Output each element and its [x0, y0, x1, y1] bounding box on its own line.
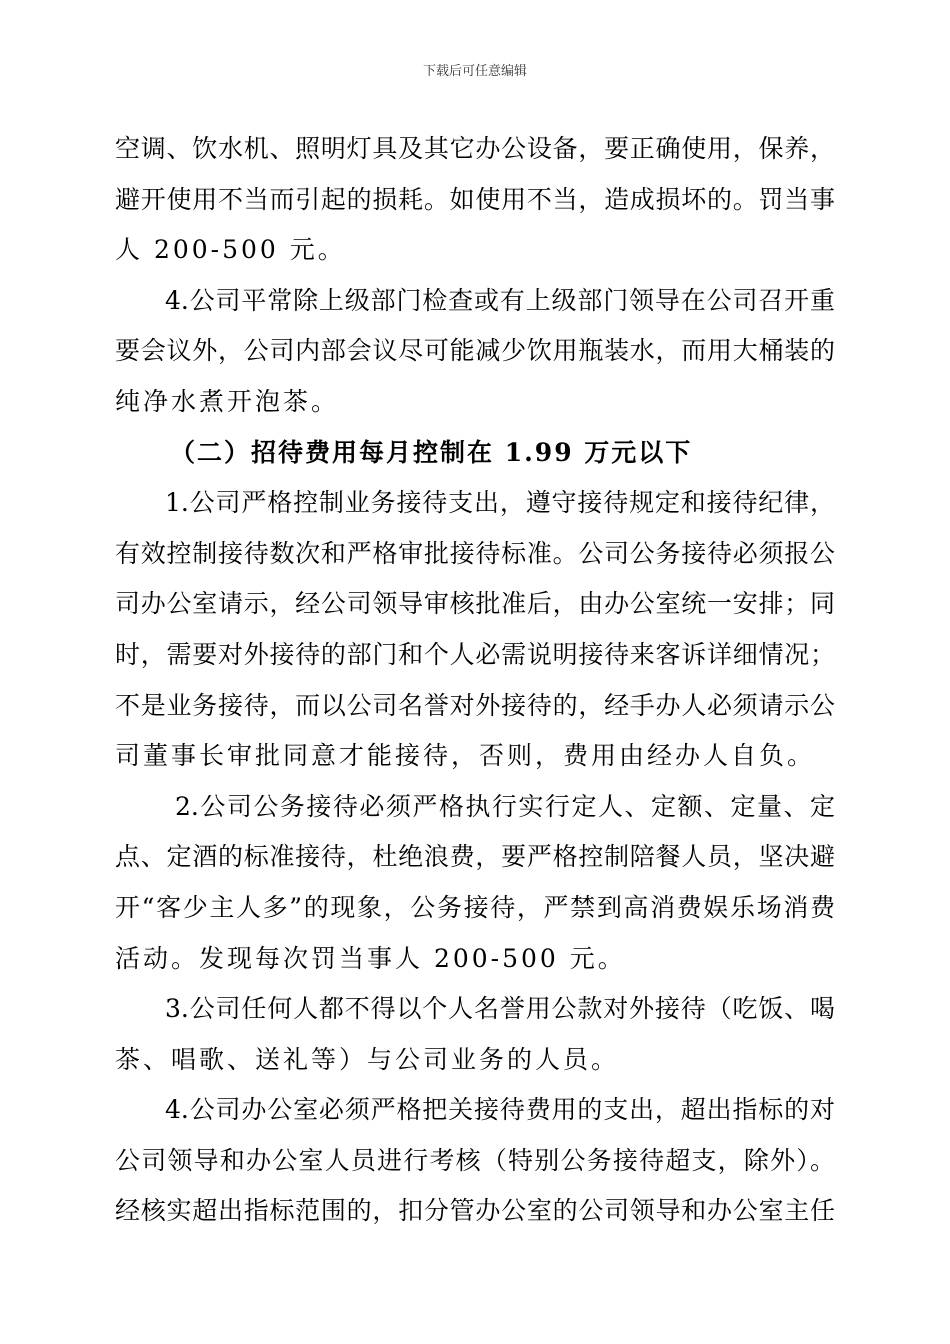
- body-line: 2.公司公务接待必须严格执行实行定人、定额、定量、定: [175, 791, 835, 821]
- page-header: 下载后可任意编辑: [422, 64, 527, 79]
- body-line: 公司领导和办公室人员进行考核（特别公务接待超支，除外）。: [115, 1145, 835, 1175]
- body-line: 有效控制接待数次和严格审批接待标准。公司公务接待必须报公: [115, 538, 835, 568]
- body-line: 开“客少主人多”的现象，公务接待，严禁到高消费娱乐场消费: [115, 892, 835, 922]
- section-heading: （二）招待费用每月控制在 1.99 万元以下: [170, 437, 693, 467]
- body-line: 司董事长审批同意才能接待，否则，费用由经办人自负。: [115, 741, 816, 771]
- body-line: 4.公司平常除上级部门检查或有上级部门领导在公司召开重: [165, 285, 835, 315]
- body-line: 纯净水煮开泡茶。: [115, 386, 340, 416]
- body-line: 空调、饮水机、照明灯具及其它办公设备，要正确使用，保养，: [115, 134, 835, 163]
- body-line: 司办公室请示，经公司领导审核批准后，由办公室统一安排；同: [115, 589, 835, 619]
- document-body: [115, 124, 835, 1237]
- body-line: 4.公司办公室必须严格把关接待费用的支出，超出指标的对: [165, 1095, 835, 1125]
- body-line: 1.公司严格控制业务接待支出，遵守接待规定和接待纪律，: [165, 488, 835, 518]
- body-line: 不是业务接待，而以公司名誉对外接待的，经手办人必须请示公: [115, 690, 835, 720]
- body-line: 人 200-500 元。: [115, 235, 346, 265]
- body-line: 3.公司任何人都不得以个人名誉用公款对外接待（吃饭、喝: [165, 994, 835, 1024]
- body-line: 时，需要对外接待的部门和个人必需说明接待来客诉详细情况；: [115, 639, 835, 669]
- body-line: 活动。发现每次罚当事人 200-500 元。: [115, 943, 626, 973]
- body-line: 茶、唱歌、送礼等）与公司业务的人员。: [115, 1044, 620, 1074]
- body-line: 要会议外，公司内部会议尽可能减少饮用瓶装水，而用大桶装的: [115, 336, 835, 366]
- body-line: 避开使用不当而引起的损耗。如使用不当，造成损坏的。罚当事: [115, 184, 835, 214]
- body-line: 经核实超出指标范围的，扣分管办公室的公司领导和办公室主任: [115, 1196, 835, 1226]
- body-line: 点、定酒的标准接待，杜绝浪费，要严格控制陪餐人员，坚决避: [115, 842, 835, 872]
